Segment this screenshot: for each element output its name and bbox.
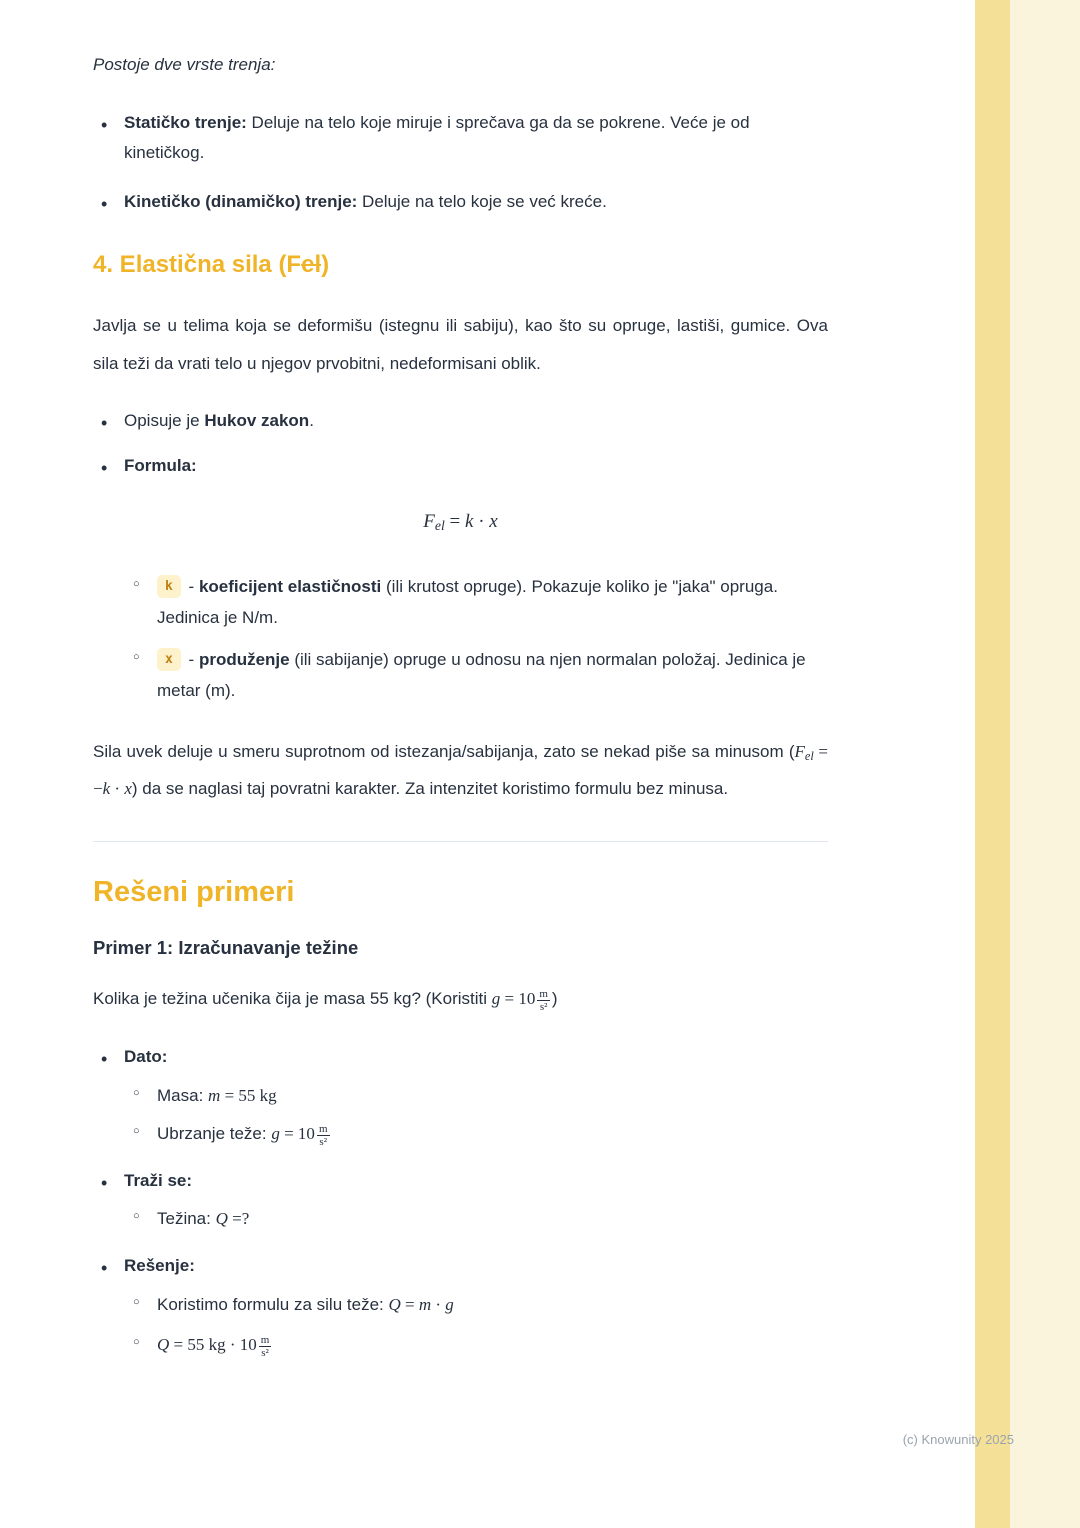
list-item-text — [157, 645, 828, 706]
fraction-m-per-s2 — [537, 988, 550, 1014]
math-var-m: m — [418, 1294, 432, 1314]
primer1-title: Primer 1: Izračunavanje težine — [93, 937, 359, 959]
examples-heading: Rešeni primeri — [93, 876, 295, 909]
text: ) da se naglasi taj povratni karakter. Za intenzitet koristimo formulu bez minusa. — [131, 779, 729, 799]
list-item-resenje — [93, 1251, 828, 1282]
math-var-Q: Q — [388, 1294, 401, 1314]
math-var-x: x — [124, 779, 132, 799]
fraction-numerator: m — [539, 987, 548, 1000]
list-item-static-friction — [93, 108, 828, 169]
section-divider — [93, 841, 828, 842]
math-var-k: k — [465, 511, 474, 533]
math-var-k: k — [102, 779, 111, 799]
list-item-text — [124, 187, 828, 218]
math-var-g: g — [445, 1294, 454, 1314]
text: Težina: — [157, 1209, 216, 1229]
math-operator: · — [431, 1294, 446, 1314]
list-item-elongation-x — [131, 645, 828, 706]
list-item-text — [157, 572, 828, 633]
list-item-kinetic-friction — [93, 187, 828, 218]
heading-strikethrough-text: el — [301, 251, 322, 279]
list-item-tezina — [131, 1204, 828, 1235]
list-item-text — [157, 1119, 828, 1150]
copyright-notice: (c) Knowunity 2025 — [902, 1432, 1014, 1447]
math-operator: · — [110, 779, 125, 799]
fraction-numerator: m — [260, 1333, 270, 1346]
intro-text: Postoje dve vrste trenja: — [93, 55, 276, 74]
list-item-text — [124, 406, 828, 437]
list-item-text — [157, 1204, 828, 1235]
label-trazi-se: Traži se: — [124, 1170, 193, 1190]
label-dato: Dato: — [124, 1047, 168, 1067]
list-item-text — [124, 451, 828, 482]
definition-static-friction: Deluje na telo koje miruje i sprečava ga da se pokrene. Veće je od kinetičkog. — [124, 112, 750, 163]
list-item-ubrzanje — [131, 1119, 828, 1150]
definition-produzenje: (ili sabijanje) opruge u odnosu na njen normalan položaj. Jedinica je metar (m). — [157, 650, 806, 701]
list-item-calculation — [131, 1330, 828, 1361]
math-value: =? — [227, 1209, 250, 1229]
list-item-text — [157, 1081, 828, 1112]
code-chip-x: x — [157, 648, 181, 671]
list-item-dato — [93, 1042, 828, 1073]
term-koeficijent: koeficijent elastičnosti — [198, 577, 382, 597]
document-content — [93, 0, 828, 1361]
label-resenje: Rešenje: — [124, 1256, 195, 1276]
list-item-text — [157, 1330, 828, 1361]
text: Koristimo formulu za silu teže: — [157, 1294, 389, 1314]
math-operator: = — [444, 511, 465, 533]
fraction-numerator: m — [318, 1122, 328, 1135]
heading-text: 4. Elastična sila (F — [93, 251, 302, 279]
page-margin-band — [1010, 0, 1080, 1528]
fraction-m-per-s2 — [317, 1123, 330, 1149]
list-item-text — [124, 108, 828, 169]
math-value: = 55 kg — [220, 1085, 277, 1105]
list-item-text — [124, 1042, 828, 1073]
definition-koeficijent: (ili krutost opruge). Pokazuje koliko je "jaka" opruga. Jedinica je N/m. — [157, 577, 778, 627]
math-var-Q: Q — [215, 1209, 228, 1229]
list-item-coefficient-k — [131, 572, 828, 633]
math-var-g: g — [491, 989, 501, 1009]
math-subscript-el: el — [434, 518, 445, 534]
list-item-text — [157, 1290, 828, 1321]
dash: - — [183, 650, 199, 670]
math-operator: = — [400, 1294, 419, 1314]
math-var-m: m — [208, 1085, 221, 1105]
term-hukov-zakon: Hukov zakon — [204, 411, 310, 431]
text: Masa: — [157, 1085, 209, 1105]
math-var-Q: Q — [157, 1335, 170, 1355]
math-var-g: g — [271, 1124, 280, 1144]
list-item-text — [124, 1251, 828, 1282]
elastic-intro-paragraph: Javlja se u telima koja se deformišu (istegnu ili sabiju), kao što su opruge, lastiši, gumice. Ova sila teži da vrati telo u njegov prvobitni, nedeformisani oblik. — [93, 316, 828, 373]
math-operator: · — [473, 511, 490, 533]
text: Kolika je težina učenika čija je masa 55 kg? (Koristiti — [93, 989, 492, 1009]
elastic-closing-paragraph — [93, 733, 828, 808]
fraction-denominator: s² — [539, 1001, 548, 1014]
text: Ubrzanje teže: — [157, 1124, 272, 1144]
text: Opisuje je — [124, 411, 205, 431]
term-static-friction: Statičko trenje: — [124, 112, 247, 132]
math-value: = 55 kg · 10 — [169, 1335, 257, 1355]
math-var-F: F — [423, 511, 435, 533]
list-item-text — [124, 1166, 828, 1197]
text: Sila uvek deluje u smeru suprotnom od istezanja/sabijanja, zato se nekad piše sa minusom ( — [93, 741, 795, 761]
list-item-hukov-zakon — [93, 406, 828, 437]
list-item-koristimo-formulu — [131, 1290, 828, 1321]
list-item-trazi-se — [93, 1166, 828, 1197]
math-operator: = 10 — [500, 989, 536, 1009]
fraction-denominator: s² — [319, 1136, 328, 1149]
dash: - — [183, 577, 199, 597]
primer1-question — [93, 985, 828, 1014]
page-edge-stripe — [975, 0, 1010, 1528]
section-heading-elastic-force — [93, 251, 828, 279]
term-produzenje: produženje — [198, 650, 290, 670]
list-item-masa — [131, 1081, 828, 1112]
math-var-F: F — [794, 741, 805, 761]
code-chip-k: k — [157, 575, 181, 598]
fraction-denominator: s² — [261, 1347, 269, 1360]
term-kinetic-friction: Kinetičko (dinamičko) trenje: — [124, 191, 358, 211]
formula-label: Formula: — [124, 455, 197, 475]
math-operator: = − — [93, 741, 829, 799]
text: . — [309, 411, 314, 431]
math-value: = 10 — [279, 1124, 315, 1144]
list-item-formula-label — [93, 451, 828, 482]
text: ) — [551, 989, 558, 1009]
fraction-m-per-s2 — [259, 1334, 272, 1360]
hooke-law-formula — [93, 511, 828, 534]
math-var-x: x — [489, 511, 498, 533]
heading-text-close: ) — [321, 251, 330, 279]
definition-kinetic-friction: Deluje na telo koje se već kreće. — [357, 191, 607, 211]
math-subscript-el: el — [804, 748, 814, 763]
